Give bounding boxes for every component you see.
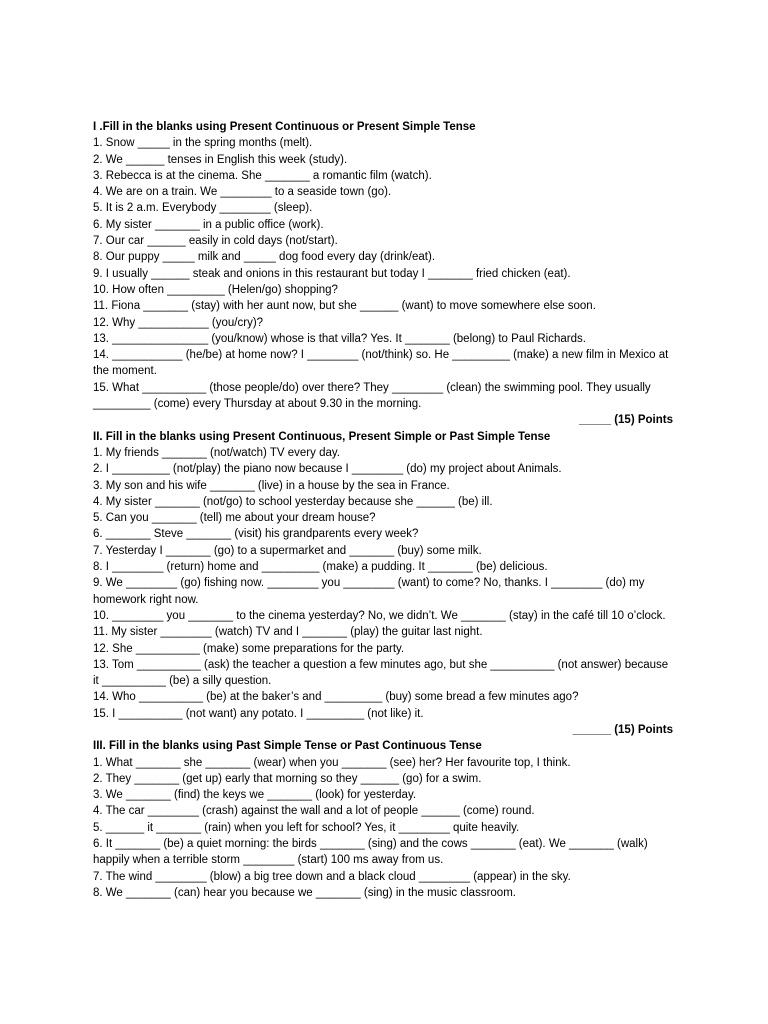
worksheet (93, 119, 673, 901)
exercise-line: 1. Snow _____ in the spring months (melt). (93, 137, 313, 150)
section-3 (93, 738, 673, 901)
exercise-line: 2. I _________ (not/play) the piano now because I ________ (do) my project about Animals. (93, 463, 562, 476)
exercise-line: 7. Yesterday I _______ (go) to a supermarket and _______ (buy) some milk. (93, 544, 482, 557)
exercise-line: 7. Our car ______ easily in cold days (not/start). (93, 235, 338, 248)
exercise-line: 15. I __________ (not want) any potato. I _________ (not like) it. (93, 707, 424, 720)
exercise-line: 8. I ________ (return) home and _________ (make) a pudding. It _______ (be) delicious. (93, 561, 548, 574)
section-heading: II. Fill in the blanks using Present Continuous, Present Simple or Past Simple Tense (93, 430, 551, 443)
exercise-line: 6. It _______ (be) a quiet morning: the birds _______ (sing) and the cows _______ (eat). We _______ (walk) happily when a terrible storm ________ (start) 100 ms away from us. (93, 838, 651, 867)
exercise-line: 1. What _______ she _______ (wear) when you _______ (see) her? Her favourite top, I think. (93, 756, 571, 769)
points-label: ______ (15) Points (572, 723, 673, 736)
exercise-line: 9. I usually ______ steak and onions in this restaurant but today I _______ fried chicken (eat). (93, 267, 571, 280)
exercise-line: 7. The wind ________ (blow) a big tree down and a black cloud ________ (appear) in the sky. (93, 870, 571, 883)
exercise-line: 11. My sister ________ (watch) TV and I _______ (play) the guitar last night. (93, 626, 483, 639)
exercise-line: 4. We are on a train. We ________ to a seaside town (go). (93, 186, 392, 199)
exercise-line: 15. What __________ (those people/do) over there? They ________ (clean) the swimming pool. They usually _________ (come) every Thursday at about 9.30 in the morning. (93, 381, 654, 411)
section-heading: III. Fill in the blanks using Past Simple Tense or Past Continuous Tense (93, 740, 482, 753)
exercise-line: 11. Fiona _______ (stay) with her aunt now, but she ______ (want) to move somewhere else soon. (93, 300, 596, 313)
exercise-line: 10. How often _________ (Helen/go) shopping? (93, 283, 338, 296)
exercise-line: 8. Our puppy _____ milk and _____ dog food every day (drink/eat). (93, 251, 436, 264)
points-label: _____ (15) Points (579, 414, 673, 427)
exercise-line: 9. We ________ (go) fishing now. ________ you ________ (want) to come? No, thanks. I ________ (do) my homework right now. (93, 577, 648, 606)
exercise-line: 3. Rebecca is at the cinema. She _______ a romantic film (watch). (93, 169, 432, 182)
exercise-line: 12. Why ___________ (you/cry)? (93, 316, 264, 329)
exercise-line: 4. The car ________ (crash) against the wall and a lot of people ______ (come) round. (93, 805, 535, 818)
exercise-line: 12. She __________ (make) some preparations for the party. (93, 642, 405, 655)
exercise-line: 5. It is 2 a.m. Everybody ________ (sleep). (93, 202, 313, 215)
exercise-line: 2. They _______ (get up) early that morning so they ______ (go) for a swim. (93, 772, 482, 785)
exercise-line: 13. Tom __________ (ask) the teacher a question a few minutes ago, but she __________ (not answer) because it __________ (be) a silly question. (93, 658, 672, 688)
exercise-line: 6. _______ Steve _______ (visit) his grandparents every week? (93, 528, 419, 541)
exercise-line: 3. We _______ (find) the keys we _______ (look) for yesterday. (93, 789, 417, 802)
exercise-line: 4. My sister _______ (not/go) to school yesterday because she ______ (be) ill. (93, 495, 493, 508)
exercise-line: 14. ___________ (he/be) at home now? I ________ (not/think) so. He _________ (make) a new film in Mexico at the moment. (93, 349, 672, 378)
exercise-line: 10. ________ you _______ to the cinema yesterday? No, we didn’t. We _______ (stay) in the café till 10 o’clock. (93, 609, 666, 622)
section-1 (93, 119, 673, 429)
exercise-line: 5. Can you _______ (tell) me about your dream house? (93, 512, 376, 525)
section-2 (93, 429, 673, 739)
exercise-line: 3. My son and his wife _______ (live) in a house by the sea in France. (93, 479, 450, 492)
exercise-line: 6. My sister _______ in a public office (work). (93, 218, 324, 231)
exercise-line: 13. _______________ (you/know) whose is that villa? Yes. It _______ (belong) to Paul Richards. (93, 332, 586, 345)
section-heading: I .Fill in the blanks using Present Continuous or Present Simple Tense (93, 121, 476, 133)
exercise-line: 14. Who __________ (be) at the baker’s and _________ (buy) some bread a few minutes ago? (93, 691, 579, 704)
exercise-line: 1. My friends _______ (not/watch) TV every day. (93, 446, 340, 459)
exercise-line: 8. We _______ (can) hear you because we _______ (sing) in the music classroom. (93, 886, 516, 899)
exercise-line: 2. We ______ tenses in English this week (study). (93, 153, 348, 166)
exercise-line: 5. ______ it _______ (rain) when you left for school? Yes, it ________ quite heavily. (93, 821, 520, 834)
